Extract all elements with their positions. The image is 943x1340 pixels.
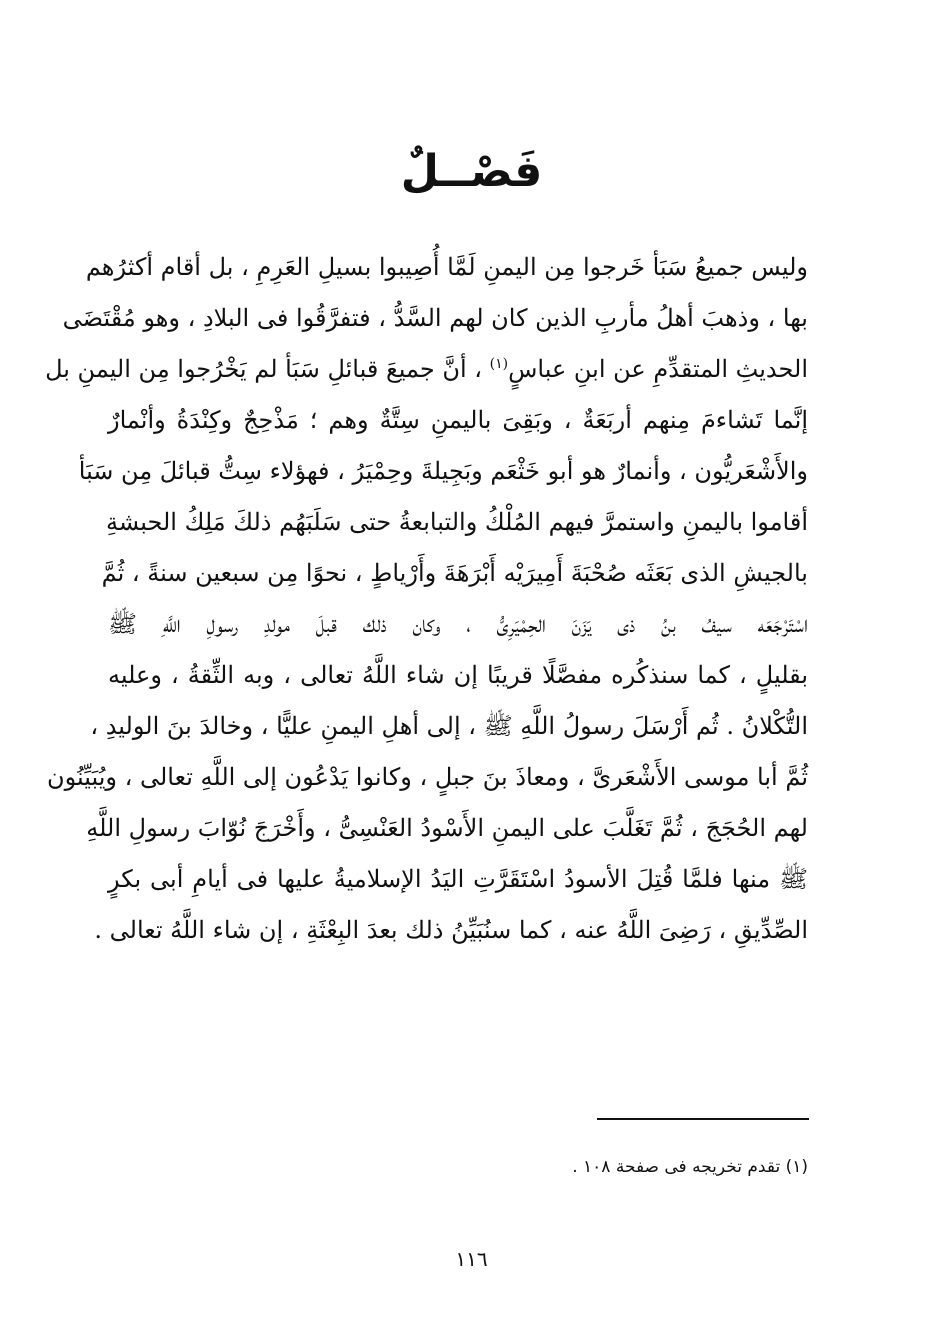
body-line: وليس جميعُ سَبَأ خَرجوا مِن اليمنِ لَمَّا أُصِيبوا بسيلِ العَرِمِ ، بل أقام أكثرُهم bbox=[85, 253, 808, 281]
body-line: التُّكْلانُ . ثُم أَرْسَلَ رسولُ اللَّهِ ﷺ ، إلى أهلِ اليمنِ عليًّا ، وخالدَ بنَ الوليدِ ، bbox=[90, 712, 808, 740]
footnote-divider bbox=[597, 1118, 809, 1120]
footnote-reference[interactable]: (١) bbox=[489, 356, 509, 372]
body-line: بالجيشِ الذى بَعَثَه صُحْبَةَ أَمِيرَيْه أَبْرَهَةَ وأَرْياطٍ ، نحوًا مِن سبعين سنةً ، ثُمَّ bbox=[101, 559, 808, 587]
body-line: أقاموا باليمنِ واستمرَّ فيهم المُلْكُ والتبابعةُ حتى سَلَبَهُم ذلكَ مَلِكُ الحبشةِ bbox=[105, 508, 808, 536]
footnote: (١) تقدم تخريجه فى صفحة ١٠٨ . bbox=[572, 1157, 808, 1177]
body-line: لهم الحُجَجَ ، ثُمَّ تَغَلَّبَ على اليمنِ الأَسْودُ العَنْسِىُّ ، وأَخْرَجَ نُوّابَ رسولِ اللَّهِ bbox=[86, 814, 808, 842]
body-line: ثُمَّ أبا موسى الأَشْعَرىَّ ، ومعاذَ بنَ جبلٍ ، وكانوا يَدْعُون إلى اللَّهِ تعالى ، ويُبَيِّنُون bbox=[46, 763, 808, 791]
chapter-title: فَصْــلٌ bbox=[400, 146, 543, 197]
body-line: والأَشْعَريُّون ، وأنمارٌ هو أبو خَثْعَم وبَجِيلةَ وحِمْيَرُ ، فهؤلاء سِتُّ قبائلَ مِن سَبَأ bbox=[78, 457, 808, 485]
page-number: ١١٦ bbox=[455, 1247, 488, 1271]
body-line: بها ، وذهبَ أهلُ مأربِ الذين كان لهم السَّدُّ ، فتفرَّقُوا فى البلادِ ، وهو مُقْتَضَى bbox=[62, 304, 808, 332]
body-line bbox=[45, 344, 808, 395]
body-line-head: الحديثِ المتقدِّمِ عن ابنِ عباسٍ bbox=[508, 355, 808, 383]
body-line: ﷺ منها فلمَّا قُتِلَ الأسودُ اسْتَقَرَّتِ اليَدُ الإسلاميةُ عليها فى أيامِ أبى بكرٍ bbox=[108, 865, 808, 893]
body-line: إنَّما تَشاءمَ مِنهم أربَعَةٌ ، وبَقِىَ باليمنِ سِتَّةٌ وهم ؛ مَذْحِجٌ وكِنْدَةُ وأنْمارٌ bbox=[108, 406, 808, 434]
body-line: بقليلٍ ، كما سنذكُره مفصَّلًا قريبًا إن شاء اللَّهُ تعالى ، وبه الثِّقةُ ، وعليه bbox=[108, 661, 808, 689]
body-line-tail: ، أنَّ جميعَ قبائلِ سَبَأ لم يَخْرُجوا مِن اليمنِ بل bbox=[45, 355, 482, 383]
body-line: الصِّدِّيقِ ، رَضِىَ اللَّهُ عنه ، كما سنُبَيِّنُ ذلك بعدَ البِعْثَةِ ، إن شاء اللَّهُ تعالى . bbox=[94, 916, 808, 944]
body-text bbox=[45, 242, 808, 956]
body-line: اسْتَرْجَعَه سيفُ بنُ ذى يَزَنَ الحِمْيَرِىُّ ، وكان ذلك قبلَ مولدِ رسولِ اللَّهِ ﷺ bbox=[108, 610, 808, 638]
